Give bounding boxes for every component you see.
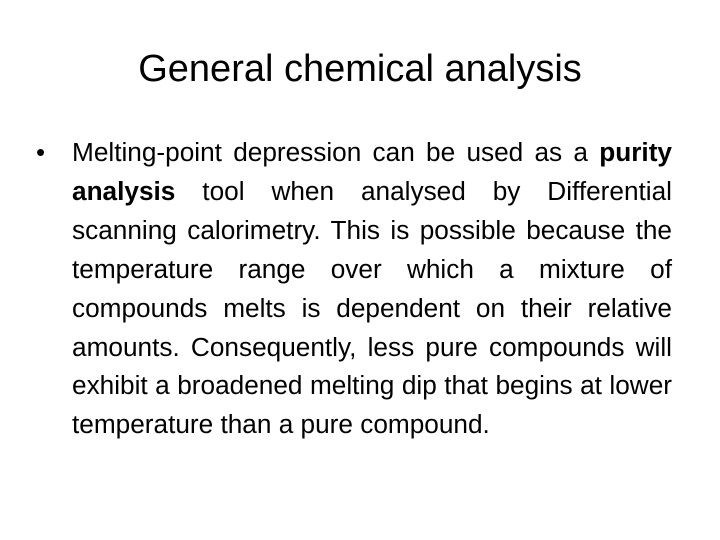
- bullet-bold-text: purity analysis: [72, 137, 672, 206]
- bullet-marker: •: [36, 137, 46, 167]
- bullet-rest-text: tool when analysed by Differential scanning calorimetry. This is possible because the temperature range over which a mixture of compounds melts is dependent on their relative amounts. Consequently, less pure compounds will exhibit a broadened melting dip that begins at lower temperature than a pure compound.: [72, 175, 672, 440]
- slide-body: [36, 133, 672, 444]
- bullet-item: [36, 133, 672, 444]
- bullet-lead-text: Melting-point depression can be used as a: [72, 137, 588, 167]
- slide-title: General chemical analysis: [138, 48, 582, 90]
- bullet-text: [72, 133, 672, 444]
